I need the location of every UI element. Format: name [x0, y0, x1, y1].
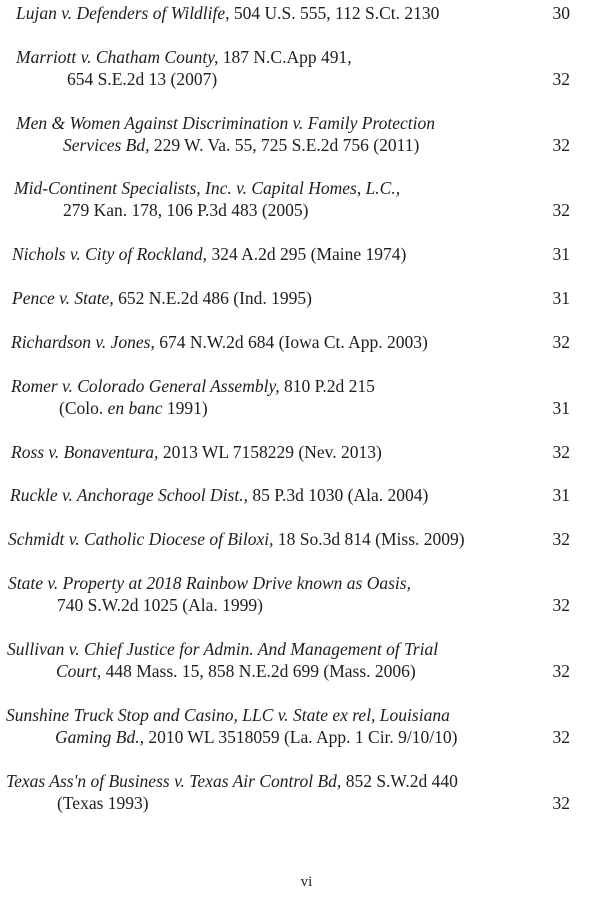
- citation-line: [11, 331, 428, 354]
- citation-line: [6, 770, 458, 793]
- citation-line: [14, 177, 400, 200]
- case-name: Schmidt v. Catholic Diocese of Biloxi,: [8, 529, 274, 549]
- citation-line: [6, 704, 450, 727]
- citation-continuation: [57, 594, 263, 617]
- page-reference: 32: [552, 595, 570, 615]
- citation-line: [16, 46, 352, 69]
- case-name-continued: Services Bd,: [63, 135, 150, 155]
- case-name: Lujan v. Defenders of Wildlife,: [16, 3, 230, 23]
- en-banc-italic: en banc: [107, 398, 163, 418]
- citation-line: [10, 484, 428, 507]
- citation-continuation: [67, 68, 217, 91]
- page-reference: 31: [552, 288, 570, 308]
- citation-continuation: [63, 199, 308, 222]
- citation-text: 674 N.W.2d 684 (Iowa Ct. App. 2003): [154, 332, 428, 352]
- case-name: Ruckle v. Anchorage School Dist.,: [10, 485, 248, 505]
- case-name: Ross v. Bonaventura,: [11, 442, 159, 462]
- citation-line: [12, 287, 312, 310]
- citation-text: 2010 WL 3518059 (La. App. 1 Cir. 9/10/10): [143, 727, 458, 747]
- citation-continuation: [56, 660, 416, 683]
- citation-line: [11, 441, 382, 464]
- page-number: vi: [300, 874, 313, 890]
- page-reference: 32: [552, 442, 570, 462]
- citation-text: 810 P.2d 215: [279, 376, 375, 396]
- citation-text: 85 P.3d 1030 (Ala. 2004): [247, 485, 429, 505]
- page-reference: 32: [552, 793, 570, 813]
- page-reference: 31: [552, 485, 570, 505]
- case-name: Richardson v. Jones,: [11, 332, 155, 352]
- citation-line: [16, 112, 435, 135]
- citation-continuation: [57, 792, 149, 815]
- page-reference: 32: [552, 135, 570, 155]
- page-reference: 32: [552, 200, 570, 220]
- citation-text: 504 U.S. 555, 112 S.Ct. 2130: [229, 3, 440, 23]
- citation-line: [8, 528, 465, 551]
- case-name: State v. Property at 2018 Rainbow Drive known as Oasis,: [8, 573, 411, 593]
- page-reference: 32: [552, 69, 570, 89]
- citation-continuation: [63, 134, 419, 157]
- citation-text: 2013 WL 7158229 (Nev. 2013): [158, 442, 382, 462]
- case-name-continued: Gaming Bd.,: [55, 727, 144, 747]
- citation-text: 448 Mass. 15, 858 N.E.2d 699 (Mass. 2006): [101, 661, 416, 681]
- citation-line: [12, 243, 406, 266]
- case-name-continued: Court,: [56, 661, 102, 681]
- case-name: Men & Women Against Discrimination v. Family Protection: [16, 113, 435, 133]
- case-name: Romer v. Colorado General Assembly,: [11, 376, 280, 396]
- case-name: Nichols v. City of Rockland,: [12, 244, 208, 264]
- page-reference: 32: [552, 661, 570, 681]
- case-name: Texas Ass'n of Business v. Texas Air Control Bd,: [6, 771, 342, 791]
- citation-text: 652 N.E.2d 486 (Ind. 1995): [113, 288, 313, 308]
- citation-line: [8, 572, 411, 595]
- citation-text: 324 A.2d 295 (Maine 1974): [207, 244, 407, 264]
- citation-continuation: [55, 726, 457, 749]
- citation-text-tail: 1991): [162, 398, 208, 418]
- case-name: Pence v. State,: [12, 288, 114, 308]
- citation-line: [11, 375, 375, 398]
- citation-continuation: [59, 397, 208, 420]
- case-name: Mid-Continent Specialists, Inc. v. Capital Homes, L.C.,: [14, 178, 401, 198]
- citation-text: (Texas 1993): [57, 793, 149, 813]
- citation-text: (Colo.: [59, 398, 108, 418]
- case-name: Sunshine Truck Stop and Casino, LLC v. State ex rel, Louisiana: [6, 705, 450, 725]
- case-name: Sullivan v. Chief Justice for Admin. And Management of Trial: [7, 639, 439, 659]
- case-name: Marriott v. Chatham County,: [16, 47, 219, 67]
- citation-line: [16, 2, 439, 25]
- page-reference: 32: [552, 332, 570, 352]
- page-reference: 30: [552, 3, 570, 23]
- citation-line: [7, 638, 438, 661]
- citation-text: 654 S.E.2d 13 (2007): [67, 69, 218, 89]
- citation-text: 229 W. Va. 55, 725 S.E.2d 756 (2011): [149, 135, 420, 155]
- page-reference: 32: [552, 529, 570, 549]
- citation-text: 279 Kan. 178, 106 P.3d 483 (2005): [63, 200, 309, 220]
- citation-text: 852 S.W.2d 440: [341, 771, 458, 791]
- page-reference: 31: [552, 244, 570, 264]
- citation-text: 187 N.C.App 491,: [218, 47, 352, 67]
- page-reference: 31: [552, 398, 570, 418]
- page-reference: 32: [552, 727, 570, 747]
- citation-text: 740 S.W.2d 1025 (Ala. 1999): [57, 595, 263, 615]
- citation-text: 18 So.3d 814 (Miss. 2009): [273, 529, 465, 549]
